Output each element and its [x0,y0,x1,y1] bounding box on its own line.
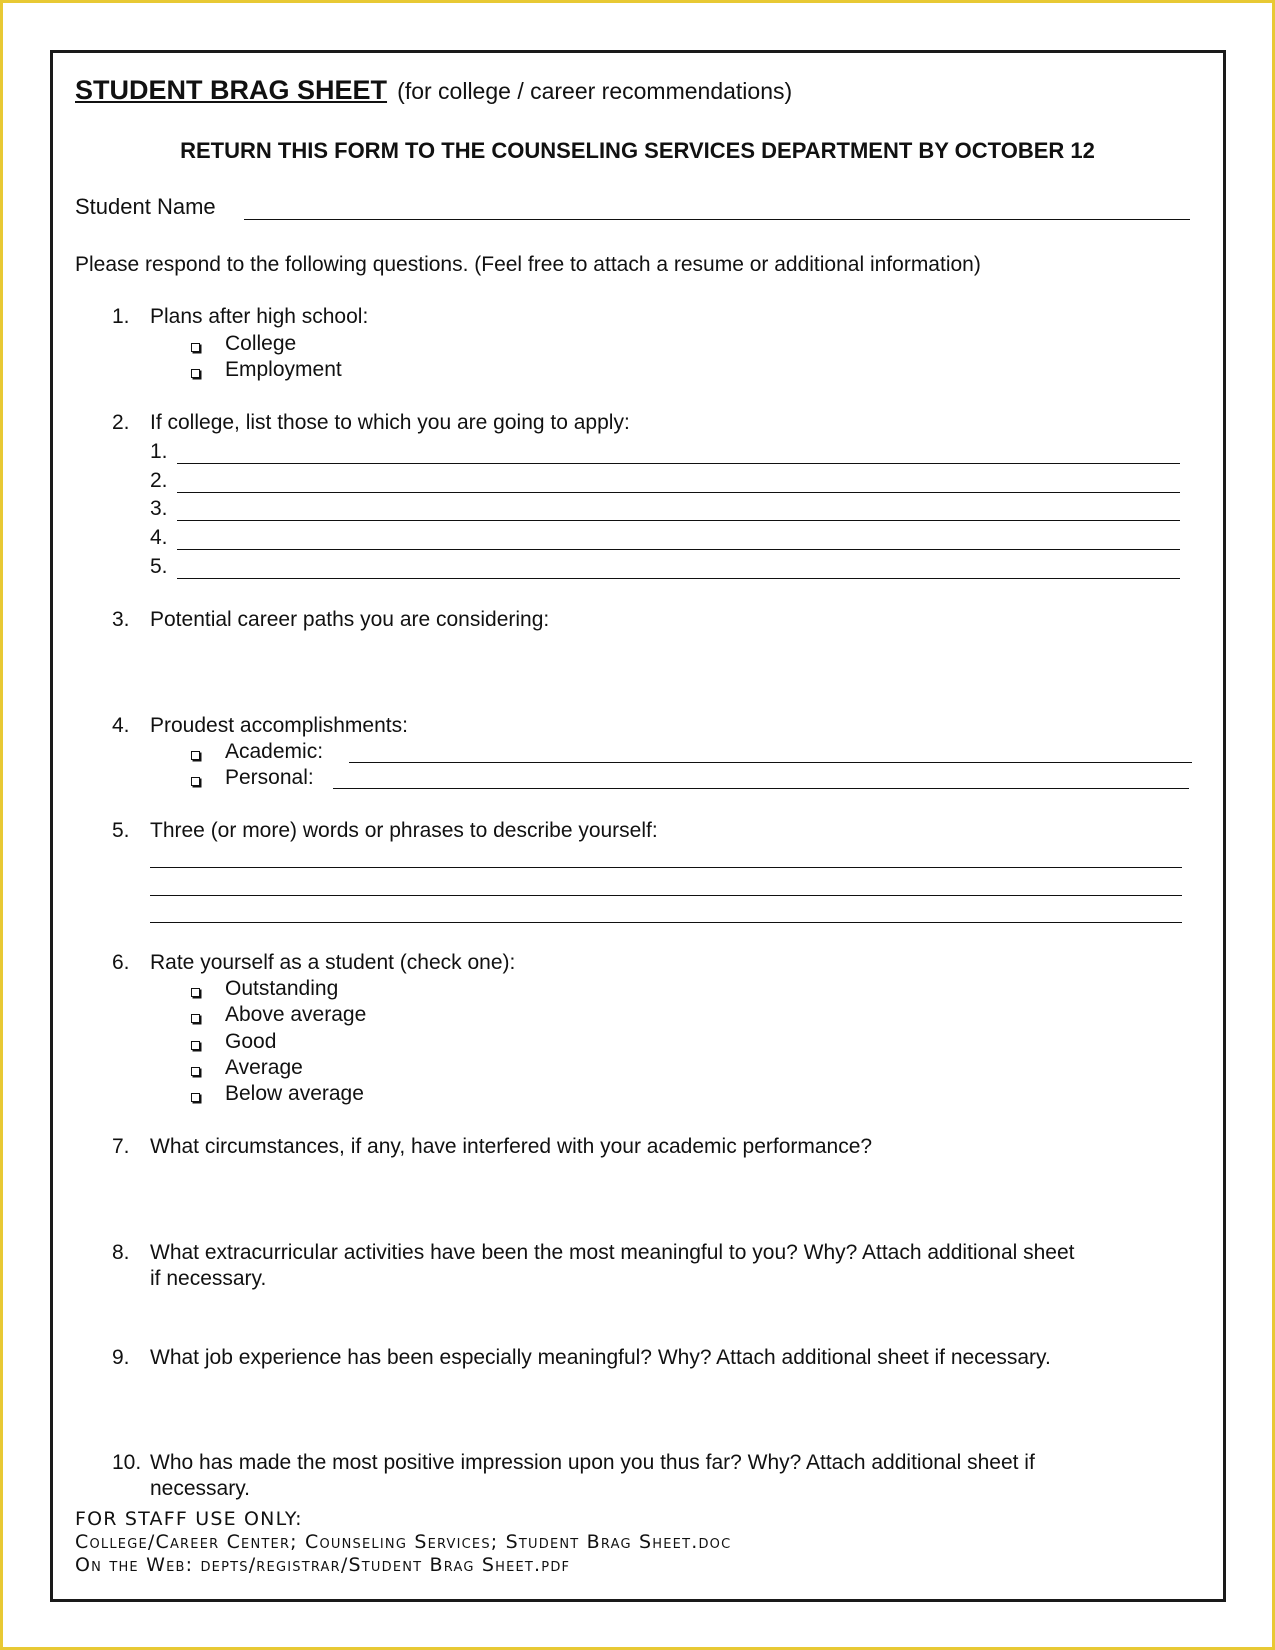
q2-text: If college, list those to which you are going to apply: [150,411,630,434]
q6-above-average-label: Above average [225,1003,367,1026]
student-name-field[interactable] [244,219,1190,220]
q1-employment-label: Employment [225,358,342,381]
q6-outstanding-checkbox[interactable] [191,988,200,997]
q4-personal-label: Personal: [225,766,314,789]
college-line-3[interactable] [177,520,1180,521]
college-line-4[interactable] [177,549,1180,550]
q4-number: 4. [112,714,130,737]
q8-number: 8. [112,1241,130,1264]
q5-answer-line-1[interactable] [150,867,1182,868]
college-line-number: 3. [150,497,168,520]
q8-text: What extracurricular activities have been the most meaningful to you? Why? Attach additional sheet [150,1241,1075,1264]
q1-college-label: College [225,332,297,355]
college-line-2[interactable] [177,492,1180,493]
q6-average-checkbox[interactable] [191,1067,200,1076]
q4-text: Proudest accomplishments: [150,714,408,737]
q6-below-average-label: Below average [225,1082,364,1105]
q5-answer-line-3[interactable] [150,922,1182,923]
q5-answer-line-2[interactable] [150,895,1182,896]
q6-good-checkbox[interactable] [191,1041,200,1050]
q9-number: 9. [112,1346,130,1369]
form-title-subtitle: (for college / career recommendations) [397,78,793,104]
q6-number: 6. [112,951,130,974]
q8-text-cont: if necessary. [150,1267,267,1290]
q5-number: 5. [112,819,130,842]
q4-academic-label: Academic: [225,740,324,763]
return-notice: RETURN THIS FORM TO THE COUNSELING SERVICES DEPARTMENT BY OCTOBER 12 [180,138,1095,163]
q2-number: 2. [112,411,130,434]
staff-file-path: College/Career Center; Counseling Services; Student Brag Sheet.doc [75,1531,732,1553]
college-line-number: 2. [150,469,168,492]
q4-personal-checkbox[interactable] [191,777,200,786]
q5-text: Three (or more) words or phrases to describe yourself: [150,819,658,842]
q10-text-cont: necessary. [150,1477,250,1500]
q9-text: What job experience has been especially meaningful? Why? Attach additional sheet if necessary. [150,1346,1051,1369]
q3-text: Potential career paths you are considering: [150,608,550,631]
q1-number: 1. [112,305,130,328]
q1-text: Plans after high school: [150,305,369,328]
q4-personal-field[interactable] [333,788,1189,789]
college-line-number: 5. [150,555,168,578]
college-line-5[interactable] [177,578,1180,579]
q6-below-average-checkbox[interactable] [191,1093,200,1102]
q1-college-checkbox[interactable] [191,343,200,352]
q6-outstanding-label: Outstanding [225,977,339,1000]
college-line-number: 1. [150,440,168,463]
q7-number: 7. [112,1135,130,1158]
student-name-label: Student Name [75,194,216,219]
q6-text: Rate yourself as a student (check one): [150,951,516,974]
college-line-1[interactable] [177,463,1180,464]
staff-web-path: On the Web: depts/registrar/Student Brag Sheet.pdf [75,1554,571,1576]
q10-text: Who has made the most positive impression upon you thus far? Why? Attach additional sheet if [150,1451,1035,1474]
form-title [75,75,792,106]
q6-average-label: Average [225,1056,303,1079]
q10-number: 10. [112,1451,142,1474]
q4-academic-field[interactable] [349,762,1192,763]
instructions-text: Please respond to the following questions. (Feel free to attach a resume or additional information) [75,253,981,276]
q7-text: What circumstances, if any, have interfered with your academic performance? [150,1135,873,1158]
q4-academic-checkbox[interactable] [191,751,200,760]
form-title-main: STUDENT BRAG SHEET [75,75,388,105]
q3-number: 3. [112,608,130,631]
college-line-number: 4. [150,526,168,549]
staff-use-heading: FOR STAFF USE ONLY: [75,1508,303,1530]
q6-good-label: Good [225,1030,277,1053]
q6-above-average-checkbox[interactable] [191,1014,200,1023]
q1-employment-checkbox[interactable] [191,369,200,378]
